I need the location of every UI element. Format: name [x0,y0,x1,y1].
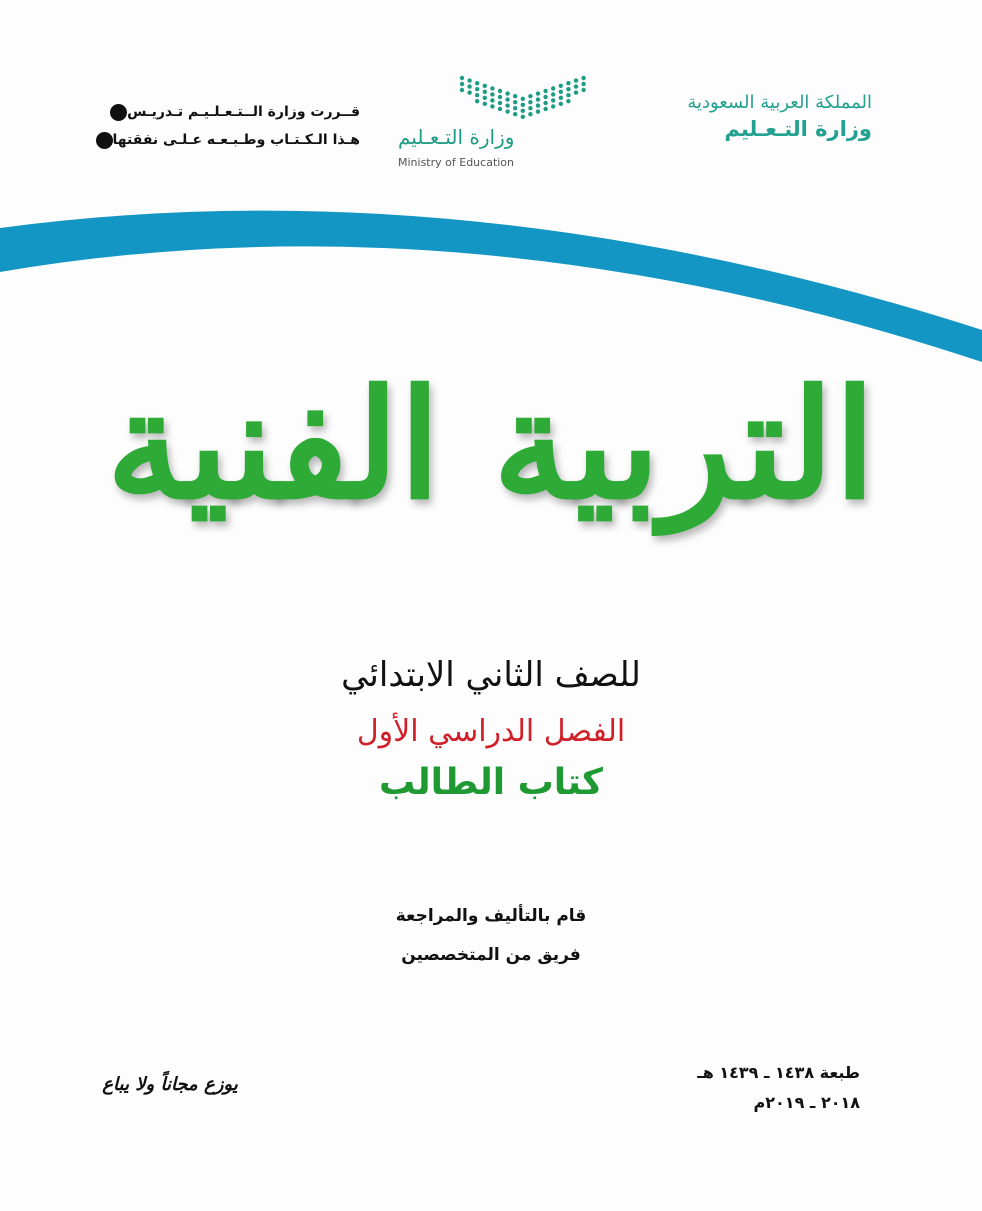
bullet-icon [110,104,127,121]
notice-line-1 [70,98,360,126]
notice-text-2: هـذا الـكـتـاب وطـبـعـه عـلـى نفقتها [112,132,360,148]
book-title: التربية الفنية [106,357,876,533]
kingdom-name: المملكة العربية السعودية [687,92,872,113]
ministry-logo-english: Ministry of Education [398,156,515,169]
edition-gregorian: ٢٠١٨ ـ ٢٠١٩م [753,1093,860,1112]
book-type-label: كتاب الطالب [379,762,603,803]
authors-line-1: قام بالتأليف والمراجعة [395,906,587,926]
edition-hijri: طبعة ١٤٣٨ ـ ١٤٣٩ هـ [697,1063,860,1082]
ministry-logo-mark-icon [380,70,600,130]
bullet-icon [96,132,113,149]
notice-line-2 [70,126,360,154]
ministry-notice [70,98,360,154]
grade-label: للصف الثاني الابتدائي [341,655,641,695]
term-label: الفصل الدراسي الأول [356,714,626,749]
blue-arc-decoration [0,190,982,370]
notice-text-1: قــررت وزارة الــتـعـلـيـم تـدريـس [127,104,360,120]
authors-line-2: فريق من المتخصصين [401,945,581,965]
edition-info [660,1063,860,1123]
ministry-logo-arabic: وزارة التـعـليم [398,125,515,149]
kingdom-header [642,92,872,141]
ministry-of-education-logo [380,70,600,180]
free-distribution-note: يوزع مجاناً ولا يباع [102,1074,238,1095]
ministry-name: وزارة التـعـليم [724,117,872,141]
